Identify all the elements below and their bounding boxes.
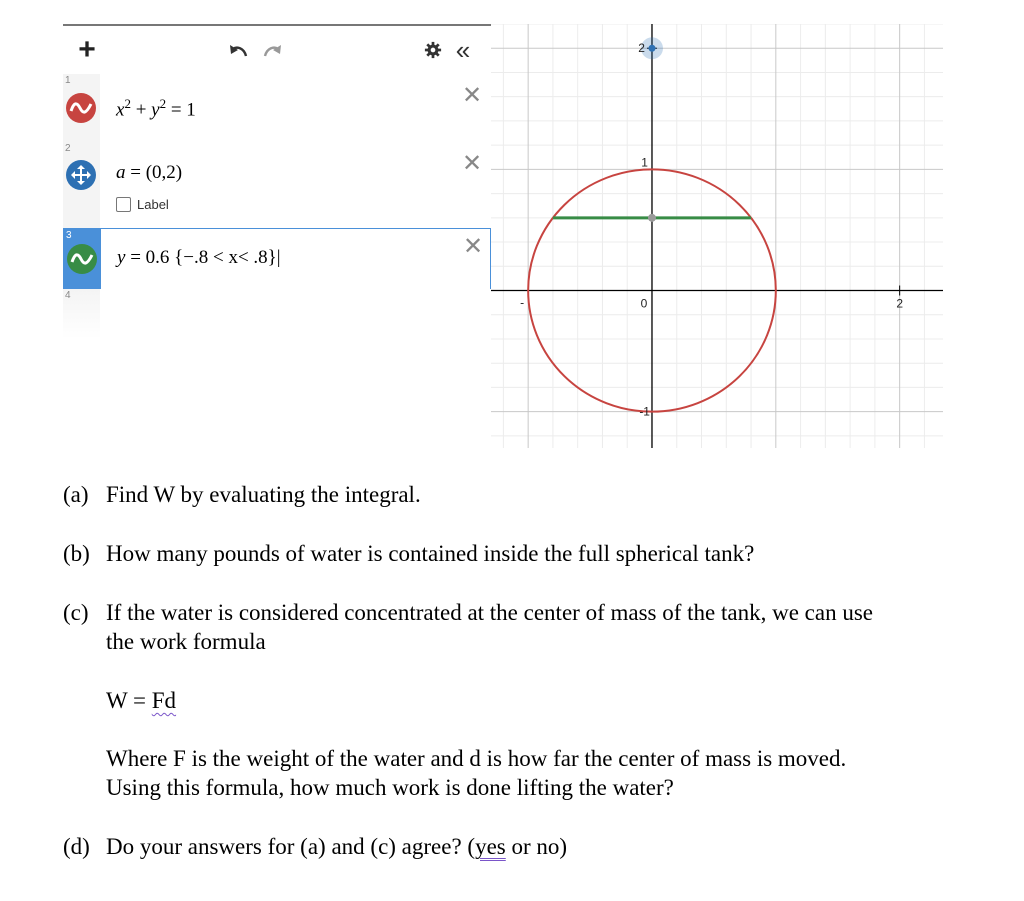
expression-row-4[interactable] [63, 289, 491, 339]
question-text: or no) [505, 834, 568, 859]
question-text: How many pounds of water is contained inside the full spherical tank? [106, 541, 755, 566]
question-text: Do your answers for (a) and (c) agree? ( [106, 834, 476, 859]
math-point-value: (0,2) [145, 162, 183, 183]
question-c [63, 598, 873, 656]
move-point-icon[interactable] [66, 160, 96, 190]
text-cursor: | [276, 247, 281, 268]
x-tick-label: 2 [896, 296, 904, 311]
work-formula [106, 686, 176, 715]
question-label: (c) [63, 600, 89, 625]
math-equals: = [125, 162, 146, 183]
question-text-line: the work formula [106, 629, 266, 654]
close-icon[interactable]: ✕ [462, 150, 483, 177]
gear-icon[interactable] [421, 36, 445, 64]
where-paragraph [106, 744, 846, 802]
row-number: 3 [66, 230, 72, 241]
row-gutter [63, 74, 100, 142]
y-tick-label: 2 [638, 41, 645, 56]
math-rhs: = 0.6 [125, 247, 175, 268]
expression-row-3[interactable] [63, 228, 491, 290]
undo-icon[interactable] [226, 36, 252, 64]
graph-paper[interactable] [491, 24, 943, 448]
row-gutter [63, 289, 100, 339]
math-var-y: y [117, 247, 126, 268]
double-chevron-left-icon[interactable]: « [455, 34, 471, 65]
row-number: 2 [65, 143, 71, 154]
point-a [648, 45, 655, 52]
label-checkbox[interactable] [116, 197, 169, 212]
row-number: 1 [65, 75, 71, 86]
yes-word: yes [475, 834, 506, 859]
math-domain-restriction: {−.8 < x< .8} [174, 247, 277, 268]
row-number: 4 [65, 290, 71, 301]
checkbox-box[interactable] [116, 197, 131, 212]
plus-icon[interactable]: + [78, 33, 96, 66]
math-operator: + [130, 99, 152, 121]
row-gutter [64, 229, 101, 289]
math-exponent: 2 [159, 96, 167, 111]
expression-math[interactable] [116, 162, 182, 184]
row-gutter [63, 142, 100, 228]
question-label: (a) [63, 482, 89, 507]
paragraph-line: Using this formula, how much work is done lifting the water? [106, 775, 674, 800]
expression-row-2[interactable] [63, 142, 491, 229]
math-var-a: a [116, 162, 126, 183]
graph-wave-icon[interactable] [67, 244, 97, 274]
expression-math[interactable] [117, 247, 281, 269]
question-text: Find W by evaluating the integral. [106, 482, 421, 507]
y-tick-label: -1 [639, 404, 650, 419]
math-rhs: = 1 [166, 99, 196, 121]
paragraph-line: Where F is the weight of the water and d is how far the center of mass is moved. [106, 746, 847, 771]
expression-row-1[interactable] [63, 74, 491, 143]
y-intercept-point [648, 214, 656, 222]
graph-canvas[interactable] [491, 24, 943, 448]
expression-toolbar [63, 24, 491, 76]
question-label: (d) [63, 834, 90, 859]
math-var-y: y [151, 99, 160, 121]
close-icon[interactable]: ✕ [462, 82, 483, 109]
question-text-line: If the water is considered concentrated at the center of mass of the tank, we can use [106, 600, 873, 625]
question-a [63, 480, 421, 509]
desmos-calculator [63, 24, 943, 448]
question-b [63, 539, 754, 568]
formula-rhs: Fd [151, 688, 177, 713]
redo-icon[interactable] [259, 36, 285, 64]
math-var-x: x [116, 99, 125, 121]
y-tick-label: 1 [641, 155, 648, 170]
graph-wave-icon[interactable] [66, 93, 96, 123]
formula-lhs: W = [106, 688, 152, 713]
x-tick-label: - [520, 295, 525, 310]
expression-math[interactable] [116, 96, 196, 121]
close-icon[interactable]: ✕ [463, 233, 484, 260]
checkbox-label: Label [137, 197, 169, 212]
question-label: (b) [63, 541, 90, 566]
expression-list [63, 24, 491, 448]
math-exponent: 2 [124, 96, 131, 111]
question-d [63, 832, 567, 861]
x-tick-label: 0 [640, 296, 648, 311]
